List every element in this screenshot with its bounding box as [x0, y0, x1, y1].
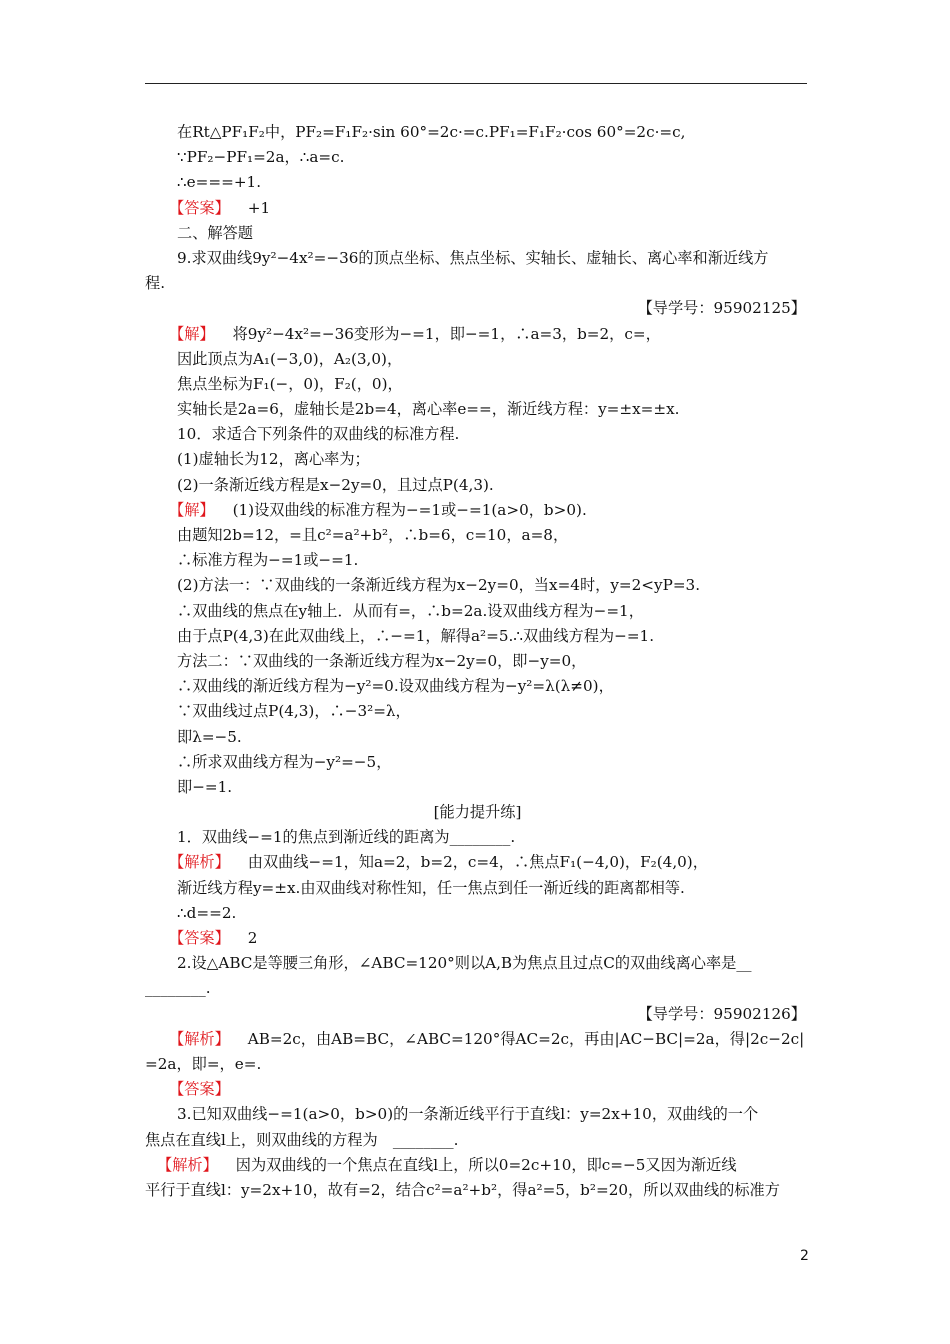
text-line — [145, 170, 810, 195]
line-text: (1)设双曲线的标准方程为−=1或−=1(a>0，b>0). — [232, 500, 587, 519]
line-text: 由双曲线−=1，知a=2，b=2，c=4，∴焦点F₁(−4,0)，F₂(4,0)， — [247, 853, 708, 872]
guide-number — [145, 1002, 810, 1027]
labeled-line-analysis — [145, 1027, 810, 1052]
document-body — [145, 120, 810, 1203]
line-text: 因为双曲线的一个焦点在直线l上，所以0=2c+10，即c=−5又因为渐近线 — [235, 1155, 737, 1174]
line-text: 9.求双曲线9y²−4x²=−36的顶点坐标、焦点坐标、实轴长、虚轴长、离心率和渐近线方 — [177, 248, 769, 267]
text-line — [145, 1178, 810, 1203]
text-line — [145, 775, 810, 800]
page-number: 2 — [800, 1248, 809, 1264]
line-text: ∴双曲线的焦点在y轴上．从而有=，∴b=2a.设双曲线方程为−=1， — [177, 601, 644, 620]
text-line — [145, 221, 810, 246]
text-line — [145, 347, 810, 372]
text-line — [145, 372, 810, 397]
line-text: =2a，即=，e=. — [145, 1054, 262, 1073]
line-text: +1 — [247, 198, 271, 217]
text-line — [145, 422, 810, 447]
line-text: 焦点在直线l上，则双曲线的方程为 ________. — [145, 1130, 459, 1149]
line-text: 实轴长是2a=6，虚轴长是2b=4，离心率e==，渐近线方程：y=±x=±x. — [177, 400, 680, 419]
line-text: ________. — [145, 979, 211, 998]
line-text: 2 — [247, 929, 258, 947]
line-text: ∴d==2. — [177, 903, 237, 922]
text-line — [145, 548, 810, 573]
text-line — [145, 699, 810, 724]
line-text: 即−=1. — [177, 777, 233, 796]
text-line — [145, 624, 810, 649]
text-line — [145, 246, 810, 271]
text-line — [145, 750, 810, 775]
analysis-label: 【解析】 — [169, 853, 230, 872]
line-text: ∴标准方程为−=1或−=1. — [177, 551, 359, 570]
analysis-label: 【解析】 — [157, 1155, 218, 1174]
line-text: (2)方法一：∵双曲线的一条渐近线方程为x−2y=0，当x=4时，y=2<yP=3. — [177, 576, 701, 595]
text-line — [145, 145, 810, 170]
line-text: 【导学号：95902125】 — [637, 299, 806, 318]
text-line — [145, 825, 810, 850]
text-line — [145, 397, 810, 422]
answer-label: 【答案】 — [169, 1080, 230, 1099]
solution-label: 【解】 — [169, 324, 215, 343]
line-text: (2)一条渐近线方程是x−2y=0，且过点P(4,3). — [177, 475, 494, 494]
line-text: 10．求适合下列条件的双曲线的标准方程. — [177, 425, 460, 444]
text-line — [145, 976, 810, 1001]
line-text: ∵双曲线过点P(4,3)，∴−3²=λ， — [177, 702, 411, 721]
text-line — [145, 573, 810, 598]
line-text: 程. — [145, 274, 166, 293]
line-text: 即λ=−5. — [177, 727, 242, 746]
line-text: 1．双曲线−=1的焦点到渐近线的距离为________. — [177, 828, 516, 847]
analysis-label: 【解析】 — [169, 1029, 230, 1048]
line-text: ∴双曲线的渐近线方程为−y²=0.设双曲线方程为−y²=λ(λ≠0)， — [177, 677, 614, 696]
line-text: 【导学号：95902126】 — [637, 1004, 806, 1023]
answer-label: 【答案】 — [169, 929, 230, 947]
text-line — [145, 725, 810, 750]
text-line — [145, 1102, 810, 1127]
line-text: 因此顶点为A₁(−3,0)，A₂(3,0)， — [177, 349, 403, 368]
line-text: 平行于直线l：y=2x+10，故有=2，结合c²=a²+b²，得a²=5，b²=20，所以双曲线的标准方 — [145, 1180, 780, 1199]
line-text: [能力提升练] — [433, 803, 522, 822]
line-text: 在Rt△PF₁F₂中，PF₂=F₁F₂·sin 60°=2c·=c.PF₁=F₁F₂·cos 60°=2c·=c, — [177, 123, 686, 141]
line-text: 由于点P(4,3)在此双曲线上，∴−=1，解得a²=5.∴双曲线方程为−=1. — [177, 626, 655, 645]
line-text: 渐近线方程y=±x.由双曲线对称性知，任一焦点到任一渐近线的距离都相等. — [177, 878, 685, 897]
line-text: 2.设△ABC是等腰三角形，∠ABC=120°则以A,B为焦点且过点C的双曲线离心率是__ — [177, 954, 752, 973]
text-line — [145, 674, 810, 699]
text-line — [145, 523, 810, 548]
section-heading — [145, 800, 810, 825]
text-line — [145, 447, 810, 472]
line-text: 焦点坐标为F₁(−，0)，F₂(，0)， — [177, 374, 403, 393]
labeled-line-analysis — [145, 850, 810, 875]
line-text: 由题知2b=12，=且c²=a²+b²，∴b=6，c=10，a=8， — [177, 526, 569, 544]
text-line — [145, 1052, 810, 1077]
text-line — [145, 1128, 810, 1153]
answer-label: 【答案】 — [169, 198, 230, 217]
line-text: ∴e===+1. — [177, 173, 262, 192]
line-text: ∴所求双曲线方程为−y²=−5， — [177, 752, 392, 771]
solution-label: 【解】 — [169, 500, 215, 519]
text-line — [145, 473, 810, 498]
line-text: ∵PF₂−PF₁=2a，∴a=c. — [177, 148, 345, 167]
text-line — [145, 271, 810, 296]
text-line — [145, 120, 810, 145]
line-text: 将9y²−4x²=−36变形为−=1，即−=1，∴a=3，b=2，c=， — [232, 324, 661, 343]
text-line — [145, 901, 810, 926]
line-text: AB=2c，由AB=BC，∠ABC=120°得AC=2c，再由|AC−BC|=2a，得|2c−2c| — [247, 1029, 805, 1048]
line-text: 3.已知双曲线−=1(a>0，b>0)的一条渐近线平行于直线l：y=2x+10，双曲线的一个 — [177, 1105, 759, 1124]
labeled-line-answer — [145, 196, 810, 221]
labeled-line-answer — [145, 1077, 810, 1102]
text-line — [145, 649, 810, 674]
labeled-line-solution — [145, 498, 810, 523]
line-text: (1)虚轴长为12，离心率为； — [177, 450, 370, 469]
text-line — [145, 599, 810, 624]
labeled-line-solution — [145, 322, 810, 347]
labeled-line-answer — [145, 926, 810, 951]
line-text: 方法二：∵双曲线的一条渐近线方程为x−2y=0，即−y=0， — [177, 651, 587, 670]
header-rule — [145, 83, 807, 84]
text-line — [145, 876, 810, 901]
text-line — [145, 951, 810, 976]
labeled-line-analysis — [145, 1153, 810, 1178]
line-text: 二、解答题 — [177, 223, 253, 242]
guide-number — [145, 296, 810, 321]
